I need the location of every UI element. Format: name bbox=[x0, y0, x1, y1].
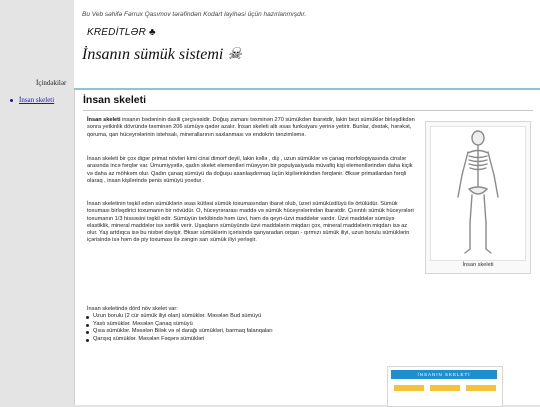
skeleton-drawing bbox=[431, 127, 525, 260]
skeleton-image[interactable] bbox=[430, 126, 526, 261]
page-title: İnsan skeleti bbox=[83, 94, 147, 106]
main-content bbox=[74, 90, 540, 405]
author-notice: Bu Veb səhifə Fərrux Qasımov tərəfindən Kodart layihəsi üçün hazırlanmışdır. bbox=[82, 11, 307, 18]
sidebar bbox=[0, 0, 74, 405]
list-item: Uzun borulu (2 cür sümük iliyi olan) sümüklər. Məsələn Bud sümüyü bbox=[85, 313, 385, 321]
intro-term: İnsan skeleti bbox=[87, 117, 121, 123]
sidebar-link-insan-skeleti[interactable]: İnsan skeleti bbox=[19, 96, 55, 104]
contents-label: İçindəkilər bbox=[36, 79, 67, 87]
site-title: İnsanın sümük sistemi ☠ bbox=[82, 46, 242, 63]
bone-tissue-paragraph: İnsan skeletinin təşkil edən sümüklərin əsas kütləsi sümük toxumasından ibarət olub, üzəri sümüküstlüyü ilə örtülüdür. Sümük toxuması birləşdirici toxumanın bir növüdür. O, hüceyrərarası maddə və sümük hüceyrələrindən ibarətdir. Çıxıntılı sümük hüceyrələri toxumanın 1/3 hissəsini təşkil edir. Sümüyün tərkibində həm üzvi, həm də qeyri-üzvi maddələr vardır. Üzvi maddələr sümüyə elastiklik, mineral maddələr isə sərtlik verir. Uşaqların sümüyündə üzvi maddələrin miqdarı çox, mineral maddələrin miqdarı isə az olur. Yaş artdıqca isə bu nisbət dəyişir. Əksər sümüklərin içərisində qanyaradan orqan - qırmızı sümük iliyi, uzun borulu sümüklərin içərisində isə həm də piy toxuması ilə zəngin sarı sümük iliyi yerləşir. bbox=[87, 201, 414, 244]
intro-paragraph bbox=[87, 117, 417, 139]
dimorphism-paragraph: İnsan skeleti bir çox digər primat növləri kimi cinsi dimorf deyil, lakin kəllə , diş , uzun sümüklər və çanaq morfologiyasında cinslər arasında incə fərqlər var. Ümumiyyətlə, qadın skelet elementləri müəyyən bir populyasiyada müvafiq kişi elementlərindən daha kiçik və daha az möhkəm olur. Qadın çanaq sümüyü da doğuşu asanlaşdırmaq üçün kişilərinkindən fərqlənir. Əksər primatlardan fərqli olaraq , insan kişilərində penis sümüyü yoxdur . bbox=[87, 156, 413, 184]
diagram-box bbox=[466, 385, 496, 391]
diagram-title: İNSANIN SKELETİ bbox=[391, 370, 497, 379]
intro-text: insanın bədəninin daxili çərçivəsidir. Doğuş zamanı təxminən 270 sümükdən ibarətdir, lakin bezi sümüklər birləşdikdən sonra yetkinlik dövründə təxminən 206 sümüyə qədər azalır. İnsan skeleti altı əsas funksiyanı yerinə yetirir. Bunlar, dəstək, hərəkət, qoruma, qan hüceyrələrinin istehsalı, minerallarının saxlanması və endokrin tənzimləmə. bbox=[87, 117, 415, 138]
skeleton-figure bbox=[425, 121, 531, 274]
skeleton-types-list bbox=[85, 313, 385, 343]
sidebar-nav bbox=[10, 96, 54, 104]
title-divider bbox=[83, 110, 533, 111]
list-item: Qarışıq sümüklər. Məsələn Fəqərə sümükləri bbox=[85, 336, 385, 344]
skeleton-diagram-thumbnail[interactable] bbox=[387, 366, 503, 407]
figure-caption: İnsan skeleti bbox=[462, 262, 494, 268]
sidebar-item-insan-skeleti bbox=[10, 96, 54, 104]
page-header bbox=[74, 0, 540, 90]
list-item: Qısa sümüklər. Məsələn Bilək və əl darağı sümükləri, barmaq falanqaları bbox=[85, 328, 385, 336]
list-item: Yastı sümüklər. Məsələn Çanaq sümüyü bbox=[85, 321, 385, 329]
diagram-box bbox=[394, 385, 424, 391]
bullet-icon bbox=[10, 99, 13, 102]
diagram-box bbox=[430, 385, 460, 391]
credits-link[interactable]: KREDİTLƏR ♣ bbox=[87, 27, 156, 38]
skeleton-types-intro: İnsan skeletində dörd növ skelet var: bbox=[87, 306, 178, 312]
